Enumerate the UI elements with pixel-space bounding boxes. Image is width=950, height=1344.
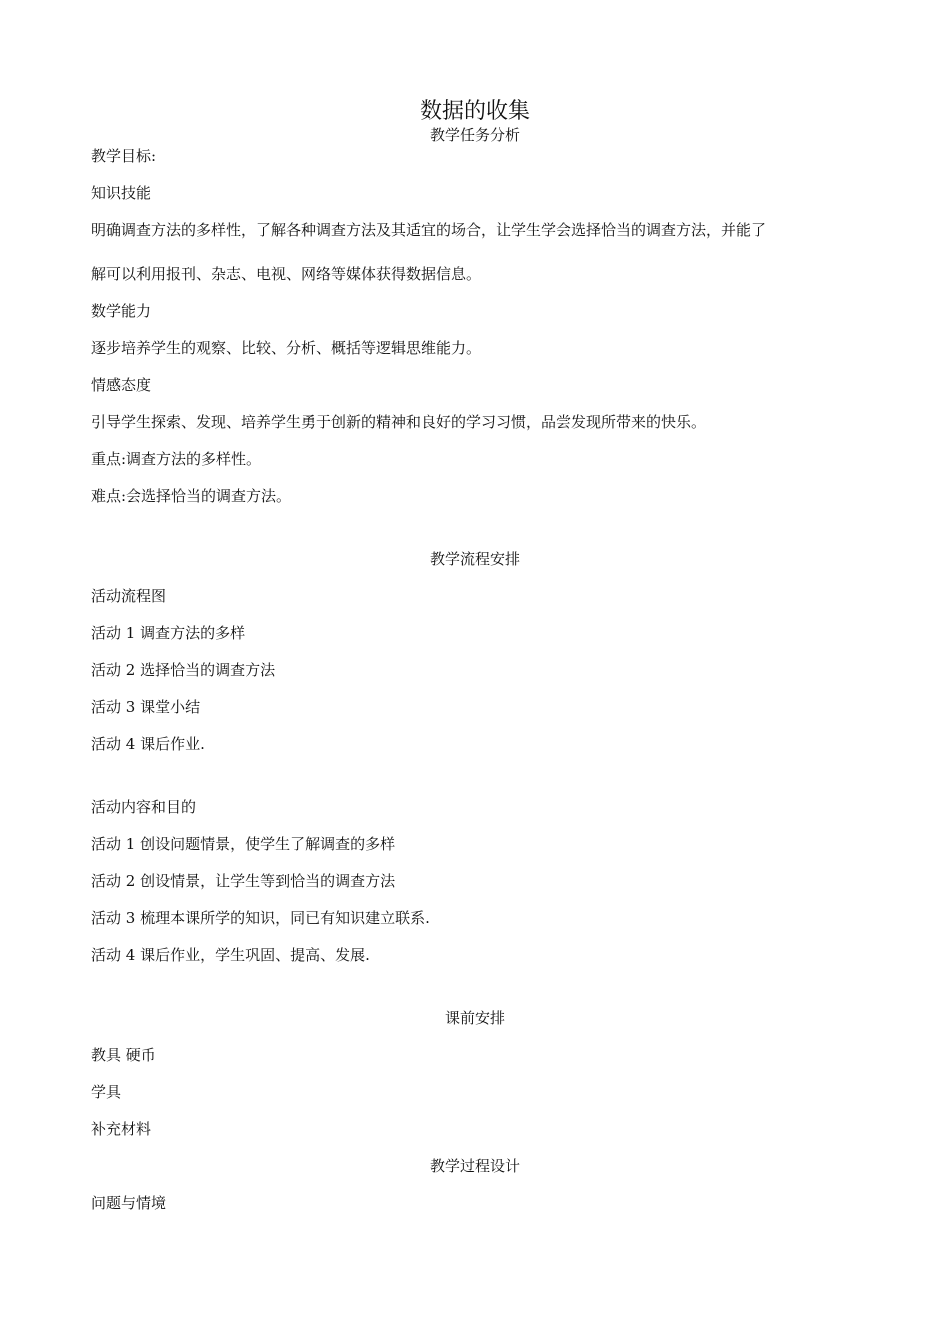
list-item: 活动 4 课后作业. <box>91 735 205 753</box>
learning-aids: 学具 <box>91 1083 122 1101</box>
document-title: 数据的收集 <box>419 99 530 124</box>
math-ability-text: 逐步培养学生的观察、比较、分析、概括等逻辑思维能力。 <box>91 339 482 357</box>
difficulty-point: 难点:会选择恰当的调查方法。 <box>91 487 292 505</box>
supplementary-materials: 补充材料 <box>91 1120 152 1138</box>
list-item: 活动 1 创设问题情景，使学生了解调查的多样 <box>91 835 396 853</box>
emotion-heading: 情感态度 <box>91 376 152 394</box>
list-item: 活动 4 课后作业，学生巩固、提高、发展. <box>91 946 370 964</box>
list-item: 活动 3 课堂小结 <box>91 698 201 716</box>
emotion-text: 引导学生探索、发现、培养学生勇于创新的精神和良好的学习习惯，品尝发现所带来的快乐。 <box>91 413 707 431</box>
list-item: 活动 3 梳理本课所学的知识，同已有知识建立联系. <box>91 909 430 927</box>
section-heading-preparation: 课前安排 <box>444 1009 505 1027</box>
process-first-item: 问题与情境 <box>91 1194 167 1212</box>
list-item: 活动 1 调查方法的多样 <box>91 624 246 642</box>
flow-chart-heading: 活动流程图 <box>91 587 167 605</box>
objectives-heading: 教学目标: <box>91 147 157 165</box>
knowledge-text-line1: 明确调查方法的多样性，了解各种调查方法及其适宜的场合，让学生学会选择恰当的调查方法，并能了 <box>91 221 767 239</box>
math-ability-heading: 数学能力 <box>91 302 152 320</box>
section-heading-task-analysis: 教学任务分析 <box>429 126 520 144</box>
list-item: 活动 2 选择恰当的调查方法 <box>91 661 276 679</box>
content-heading: 活动内容和目的 <box>91 798 197 816</box>
key-point: 重点:调查方法的多样性。 <box>91 450 262 468</box>
knowledge-text-line2: 解可以利用报刊、杂志、电视、网络等媒体获得数据信息。 <box>91 265 482 283</box>
list-item: 活动 2 创设情景，让学生等到恰当的调查方法 <box>91 872 396 890</box>
teaching-aids: 教具 硬币 <box>91 1046 156 1064</box>
knowledge-heading: 知识技能 <box>91 184 152 202</box>
section-heading-process: 教学过程设计 <box>429 1157 520 1175</box>
section-heading-flow: 教学流程安排 <box>429 550 520 568</box>
